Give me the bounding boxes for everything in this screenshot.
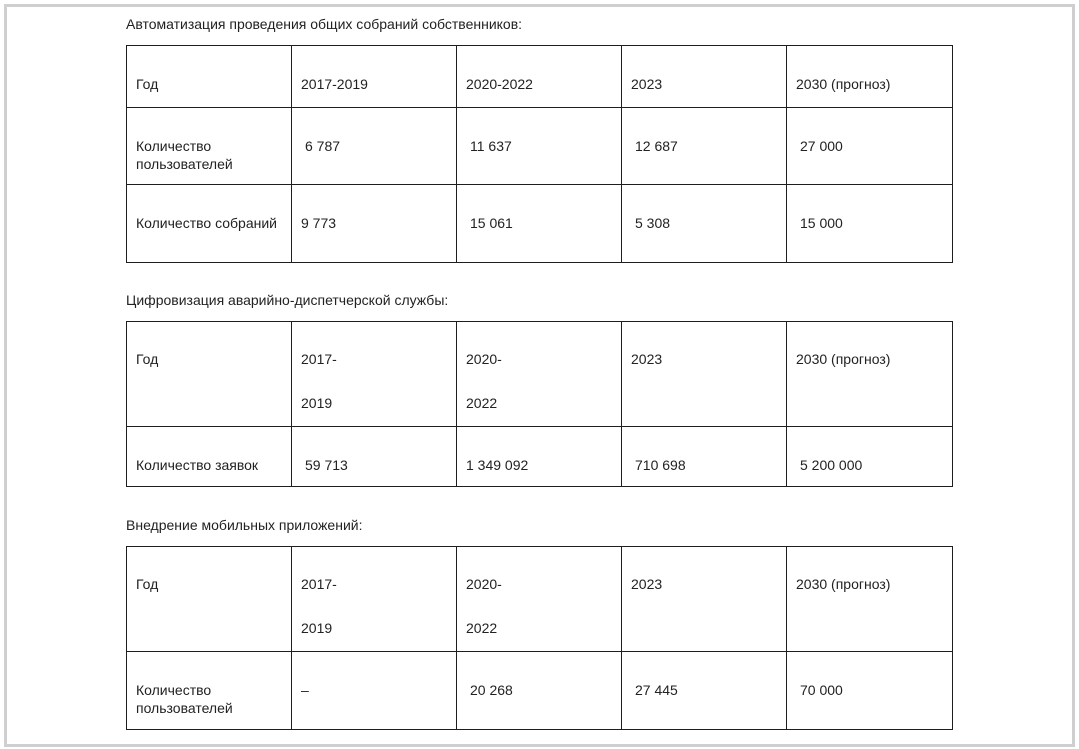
header-line: 2022 [466, 395, 498, 411]
value-cell: 27 000 [787, 108, 953, 185]
table-row [127, 185, 953, 263]
header-cell-year: Год [127, 46, 292, 108]
value-cell: 70 000 [787, 652, 953, 730]
header-cell-year: Год [127, 322, 292, 427]
row-label: Количество заявок [127, 427, 292, 487]
value-cell: 6 787 [292, 108, 457, 185]
header-line: 2017- [301, 351, 337, 367]
header-cell-period-4: 2030 (прогноз) [787, 322, 953, 427]
header-cell-period-2: 2020-2022 [457, 46, 622, 108]
row-label: Количество пользователей [127, 652, 292, 730]
value-cell: 1 349 092 [457, 427, 622, 487]
table-row [127, 108, 953, 185]
table-mobile [126, 546, 953, 730]
header-cell-year: Год [127, 547, 292, 652]
value-cell: 15 000 [787, 185, 953, 263]
row-label: Количество собраний [127, 185, 292, 263]
header-line: 2022 [466, 620, 498, 636]
header-cell-period-3: 2023 [622, 547, 787, 652]
header-line: 2019 [301, 395, 333, 411]
header-cell-period-2 [457, 547, 622, 652]
header-line: 2019 [301, 620, 333, 636]
value-cell: 20 268 [457, 652, 622, 730]
table-header-row [127, 46, 953, 108]
value-cell: 59 713 [292, 427, 457, 487]
value-cell: 9 773 [292, 185, 457, 263]
header-line: 2017- [301, 576, 337, 592]
header-cell-period-1 [292, 322, 457, 427]
header-cell-period-3: 2023 [622, 46, 787, 108]
table-dispatch [126, 321, 953, 487]
value-cell: 5 308 [622, 185, 787, 263]
value-cell: 11 637 [457, 108, 622, 185]
header-cell-period-4: 2030 (прогноз) [787, 46, 953, 108]
table-row [127, 427, 953, 487]
table-meetings [126, 45, 953, 263]
value-cell: 27 445 [622, 652, 787, 730]
table-header-row [127, 322, 953, 427]
value-cell: 5 200 000 [787, 427, 953, 487]
value-cell: 710 698 [622, 427, 787, 487]
value-cell: – [292, 652, 457, 730]
section-caption-dispatch: Цифровизация аварийно-диспетчерской службы: [126, 292, 449, 308]
value-cell: 15 061 [457, 185, 622, 263]
value-cell: 12 687 [622, 108, 787, 185]
row-label: Количество пользователей [127, 108, 292, 185]
header-cell-period-1 [292, 547, 457, 652]
table-row [127, 652, 953, 730]
section-caption-meetings: Автоматизация проведения общих собраний собственников: [126, 16, 523, 32]
section-caption-mobile: Внедрение мобильных приложений: [126, 517, 363, 533]
header-line: 2020- [466, 576, 502, 592]
header-cell-period-4: 2030 (прогноз) [787, 547, 953, 652]
header-cell-period-1: 2017-2019 [292, 46, 457, 108]
header-cell-period-2 [457, 322, 622, 427]
header-cell-period-3: 2023 [622, 322, 787, 427]
header-line: 2020- [466, 351, 502, 367]
table-header-row [127, 547, 953, 652]
